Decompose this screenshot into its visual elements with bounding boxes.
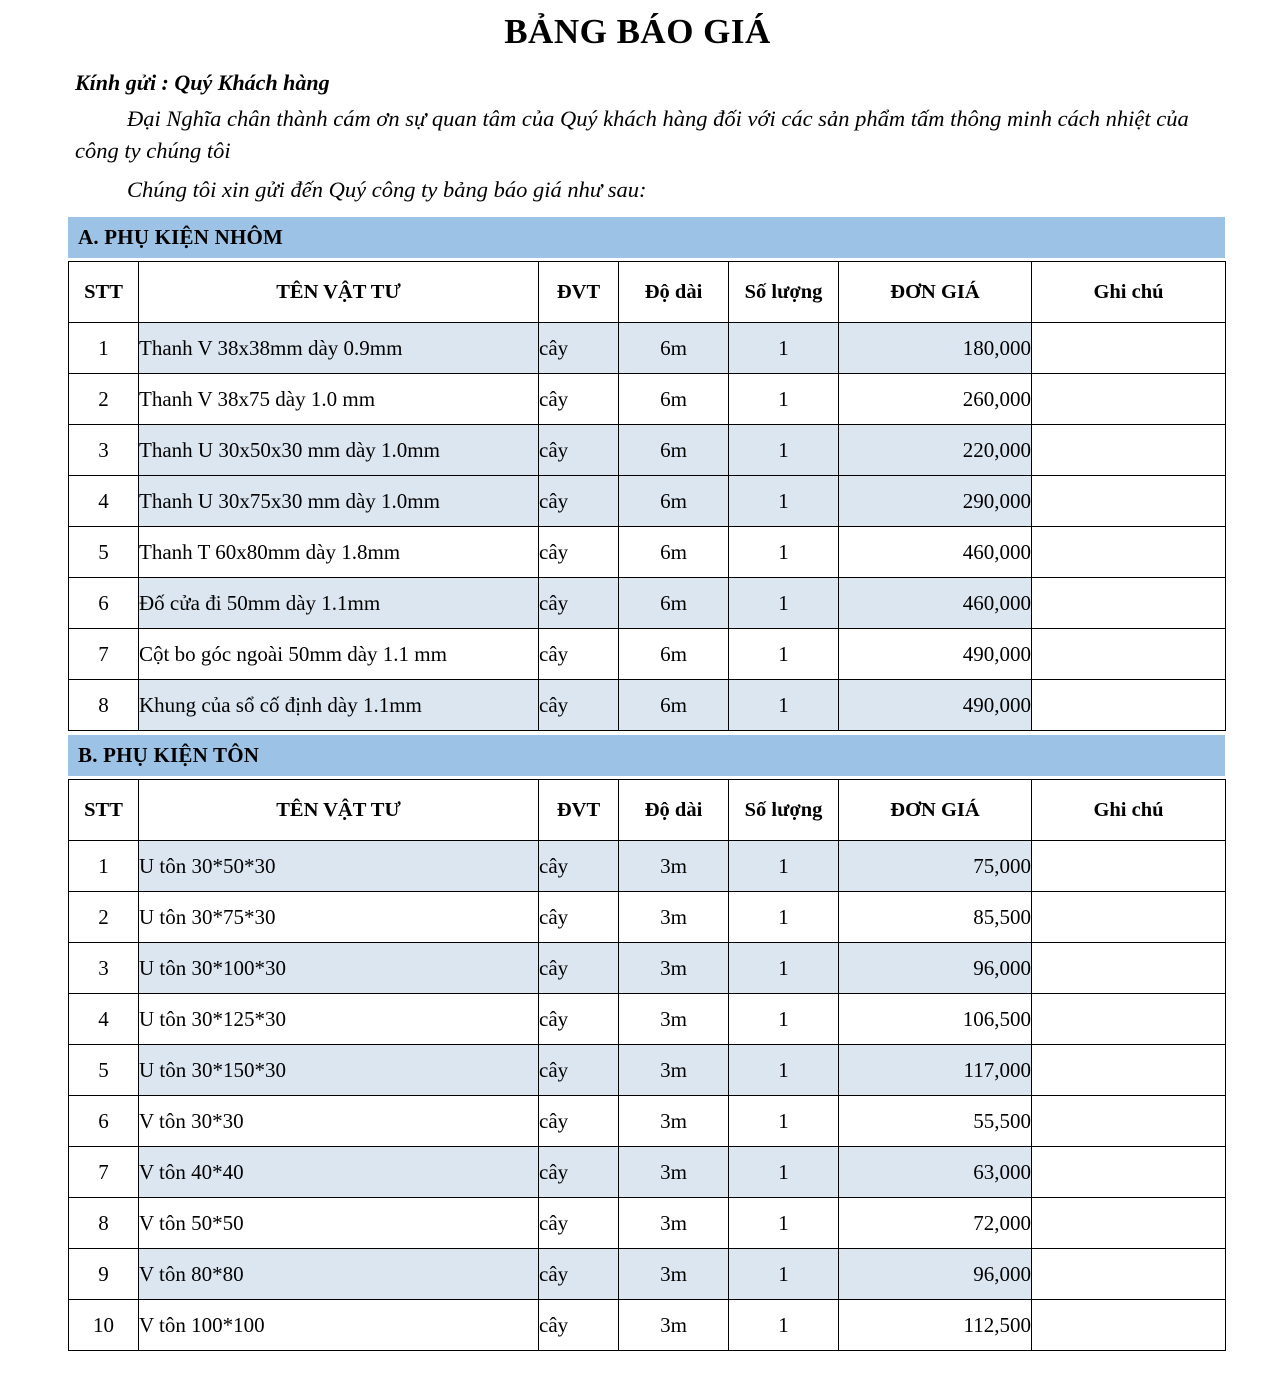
cell-length: 6m xyxy=(619,629,729,680)
cell-price: 180,000 xyxy=(839,323,1032,374)
cell-stt: 8 xyxy=(69,1198,139,1249)
cell-stt: 2 xyxy=(69,892,139,943)
cell-stt: 1 xyxy=(69,841,139,892)
cell-quantity: 1 xyxy=(729,527,839,578)
cell-length: 3m xyxy=(619,1198,729,1249)
cell-note xyxy=(1032,527,1226,578)
cell-price: 290,000 xyxy=(839,476,1032,527)
cell-length: 3m xyxy=(619,943,729,994)
cell-name: U tôn 30*125*30 xyxy=(139,994,539,1045)
cell-name: V tôn 40*40 xyxy=(139,1147,539,1198)
cell-length: 3m xyxy=(619,994,729,1045)
cell-quantity: 1 xyxy=(729,1300,839,1351)
cell-stt: 5 xyxy=(69,1045,139,1096)
cell-unit: cây xyxy=(539,476,619,527)
cell-name: Khung của sổ cố định dày 1.1mm xyxy=(139,680,539,731)
cell-note xyxy=(1032,425,1226,476)
table-section-a xyxy=(68,261,1226,731)
section-band-b: B. PHỤ KIỆN TÔN xyxy=(68,735,1225,776)
table-header-row xyxy=(69,780,1226,841)
intro-block xyxy=(0,68,1275,207)
cell-name: U tôn 30*100*30 xyxy=(139,943,539,994)
table-row xyxy=(69,1147,1226,1198)
table-row xyxy=(69,476,1226,527)
table-row xyxy=(69,1300,1226,1351)
cell-price: 490,000 xyxy=(839,680,1032,731)
cell-length: 3m xyxy=(619,892,729,943)
cell-unit: cây xyxy=(539,578,619,629)
cell-name: Cột bo góc ngoài 50mm dày 1.1 mm xyxy=(139,629,539,680)
table-row xyxy=(69,841,1226,892)
cell-price: 460,000 xyxy=(839,527,1032,578)
column-header-quantity: Số lượng xyxy=(729,780,839,841)
cell-stt: 4 xyxy=(69,476,139,527)
cell-note xyxy=(1032,841,1226,892)
cell-price: 96,000 xyxy=(839,1249,1032,1300)
cell-length: 6m xyxy=(619,527,729,578)
cell-note xyxy=(1032,892,1226,943)
column-header-note: Ghi chú xyxy=(1032,262,1226,323)
cell-unit: cây xyxy=(539,841,619,892)
table-row xyxy=(69,1045,1226,1096)
column-header-unit: ĐVT xyxy=(539,262,619,323)
cell-unit: cây xyxy=(539,1300,619,1351)
cell-note xyxy=(1032,1249,1226,1300)
cell-price: 106,500 xyxy=(839,994,1032,1045)
table-row xyxy=(69,994,1226,1045)
cell-quantity: 1 xyxy=(729,1096,839,1147)
cell-length: 6m xyxy=(619,578,729,629)
cell-unit: cây xyxy=(539,1045,619,1096)
table-body-a xyxy=(69,323,1226,731)
cell-length: 3m xyxy=(619,1147,729,1198)
page-title: BẢNG BÁO GIÁ xyxy=(504,12,771,51)
column-header-stt: STT xyxy=(69,262,139,323)
cell-price: 63,000 xyxy=(839,1147,1032,1198)
cell-stt: 10 xyxy=(69,1300,139,1351)
cell-name: Thanh U 30x50x30 mm dày 1.0mm xyxy=(139,425,539,476)
cell-name: Thanh V 38x75 dày 1.0 mm xyxy=(139,374,539,425)
cell-quantity: 1 xyxy=(729,425,839,476)
table-body-b xyxy=(69,841,1226,1351)
cell-name: V tôn 30*30 xyxy=(139,1096,539,1147)
cell-unit: cây xyxy=(539,323,619,374)
cell-unit: cây xyxy=(539,629,619,680)
table-row xyxy=(69,578,1226,629)
column-header-price: ĐƠN GIÁ xyxy=(839,262,1032,323)
table-row xyxy=(69,629,1226,680)
cell-length: 6m xyxy=(619,680,729,731)
cell-price: 75,000 xyxy=(839,841,1032,892)
cell-stt: 9 xyxy=(69,1249,139,1300)
table-row xyxy=(69,323,1226,374)
cell-name: U tôn 30*75*30 xyxy=(139,892,539,943)
intro-paragraph-2: Chúng tôi xin gửi đến Quý công ty bảng báo giá như sau: xyxy=(127,177,647,203)
cell-note xyxy=(1032,629,1226,680)
table-row xyxy=(69,374,1226,425)
cell-name: V tôn 100*100 xyxy=(139,1300,539,1351)
cell-stt: 3 xyxy=(69,943,139,994)
cell-unit: cây xyxy=(539,943,619,994)
cell-name: Thanh U 30x75x30 mm dày 1.0mm xyxy=(139,476,539,527)
cell-quantity: 1 xyxy=(729,1249,839,1300)
cell-unit: cây xyxy=(539,425,619,476)
cell-name: V tôn 50*50 xyxy=(139,1198,539,1249)
cell-quantity: 1 xyxy=(729,1198,839,1249)
table-row xyxy=(69,1096,1226,1147)
cell-price: 460,000 xyxy=(839,578,1032,629)
cell-quantity: 1 xyxy=(729,892,839,943)
cell-unit: cây xyxy=(539,1249,619,1300)
cell-length: 6m xyxy=(619,323,729,374)
column-header-price: ĐƠN GIÁ xyxy=(839,780,1032,841)
table-header-row xyxy=(69,262,1226,323)
table-row xyxy=(69,1249,1226,1300)
cell-quantity: 1 xyxy=(729,1045,839,1096)
cell-note xyxy=(1032,374,1226,425)
cell-stt: 7 xyxy=(69,1147,139,1198)
cell-note xyxy=(1032,1147,1226,1198)
cell-unit: cây xyxy=(539,527,619,578)
cell-stt: 4 xyxy=(69,994,139,1045)
cell-stt: 8 xyxy=(69,680,139,731)
cell-name: U tôn 30*50*30 xyxy=(139,841,539,892)
cell-note xyxy=(1032,994,1226,1045)
cell-note xyxy=(1032,680,1226,731)
cell-name: U tôn 30*150*30 xyxy=(139,1045,539,1096)
quotation-document xyxy=(0,10,1275,1382)
cell-note xyxy=(1032,476,1226,527)
table-row xyxy=(69,425,1226,476)
cell-quantity: 1 xyxy=(729,943,839,994)
cell-note xyxy=(1032,1045,1226,1096)
cell-note xyxy=(1032,943,1226,994)
cell-unit: cây xyxy=(539,1147,619,1198)
cell-quantity: 1 xyxy=(729,476,839,527)
table-row xyxy=(69,892,1226,943)
cell-note xyxy=(1032,1300,1226,1351)
cell-price: 72,000 xyxy=(839,1198,1032,1249)
table-row xyxy=(69,943,1226,994)
cell-note xyxy=(1032,1096,1226,1147)
column-header-length: Độ dài xyxy=(619,780,729,841)
cell-stt: 1 xyxy=(69,323,139,374)
cell-length: 3m xyxy=(619,1096,729,1147)
cell-unit: cây xyxy=(539,1096,619,1147)
cell-price: 112,500 xyxy=(839,1300,1032,1351)
cell-unit: cây xyxy=(539,374,619,425)
table-section-b xyxy=(68,779,1226,1351)
cell-quantity: 1 xyxy=(729,680,839,731)
cell-stt: 7 xyxy=(69,629,139,680)
cell-quantity: 1 xyxy=(729,629,839,680)
greeting-line: Kính gửi : Quý Khách hàng xyxy=(75,69,330,95)
cell-quantity: 1 xyxy=(729,1147,839,1198)
cell-length: 3m xyxy=(619,1045,729,1096)
cell-length: 6m xyxy=(619,425,729,476)
cell-price: 85,500 xyxy=(839,892,1032,943)
cell-stt: 6 xyxy=(69,1096,139,1147)
cell-price: 220,000 xyxy=(839,425,1032,476)
table-row xyxy=(69,527,1226,578)
cell-quantity: 1 xyxy=(729,374,839,425)
cell-quantity: 1 xyxy=(729,994,839,1045)
table-row xyxy=(69,1198,1226,1249)
cell-note xyxy=(1032,1198,1226,1249)
cell-price: 117,000 xyxy=(839,1045,1032,1096)
cell-unit: cây xyxy=(539,1198,619,1249)
cell-quantity: 1 xyxy=(729,578,839,629)
cell-price: 96,000 xyxy=(839,943,1032,994)
cell-length: 6m xyxy=(619,374,729,425)
column-header-unit: ĐVT xyxy=(539,780,619,841)
cell-unit: cây xyxy=(539,994,619,1045)
cell-length: 6m xyxy=(619,476,729,527)
cell-stt: 5 xyxy=(69,527,139,578)
cell-name: V tôn 80*80 xyxy=(139,1249,539,1300)
column-header-note: Ghi chú xyxy=(1032,780,1226,841)
table-row xyxy=(69,680,1226,731)
column-header-stt: STT xyxy=(69,780,139,841)
intro-paragraph-1: Đại Nghĩa chân thành cám ơn sự quan tâm của Quý khách hàng đối với các sản phẩm tấm thông minh cách nhiệt của công ty chúng tôi xyxy=(75,106,1189,164)
section-band-a: A. PHỤ KIỆN NHÔM xyxy=(68,217,1225,258)
cell-quantity: 1 xyxy=(729,841,839,892)
cell-price: 55,500 xyxy=(839,1096,1032,1147)
cell-length: 3m xyxy=(619,1249,729,1300)
cell-price: 260,000 xyxy=(839,374,1032,425)
column-header-length: Độ dài xyxy=(619,262,729,323)
cell-stt: 3 xyxy=(69,425,139,476)
cell-length: 3m xyxy=(619,841,729,892)
cell-note xyxy=(1032,578,1226,629)
cell-stt: 6 xyxy=(69,578,139,629)
cell-unit: cây xyxy=(539,892,619,943)
cell-name: Thanh T 60x80mm dày 1.8mm xyxy=(139,527,539,578)
column-header-name: TÊN VẬT TƯ xyxy=(139,262,539,323)
column-header-quantity: Số lượng xyxy=(729,262,839,323)
cell-length: 3m xyxy=(619,1300,729,1351)
cell-note xyxy=(1032,323,1226,374)
cell-name: Thanh V 38x38mm dày 0.9mm xyxy=(139,323,539,374)
column-header-name: TÊN VẬT TƯ xyxy=(139,780,539,841)
cell-unit: cây xyxy=(539,680,619,731)
cell-name: Đố cửa đi 50mm dày 1.1mm xyxy=(139,578,539,629)
cell-stt: 2 xyxy=(69,374,139,425)
cell-quantity: 1 xyxy=(729,323,839,374)
cell-price: 490,000 xyxy=(839,629,1032,680)
